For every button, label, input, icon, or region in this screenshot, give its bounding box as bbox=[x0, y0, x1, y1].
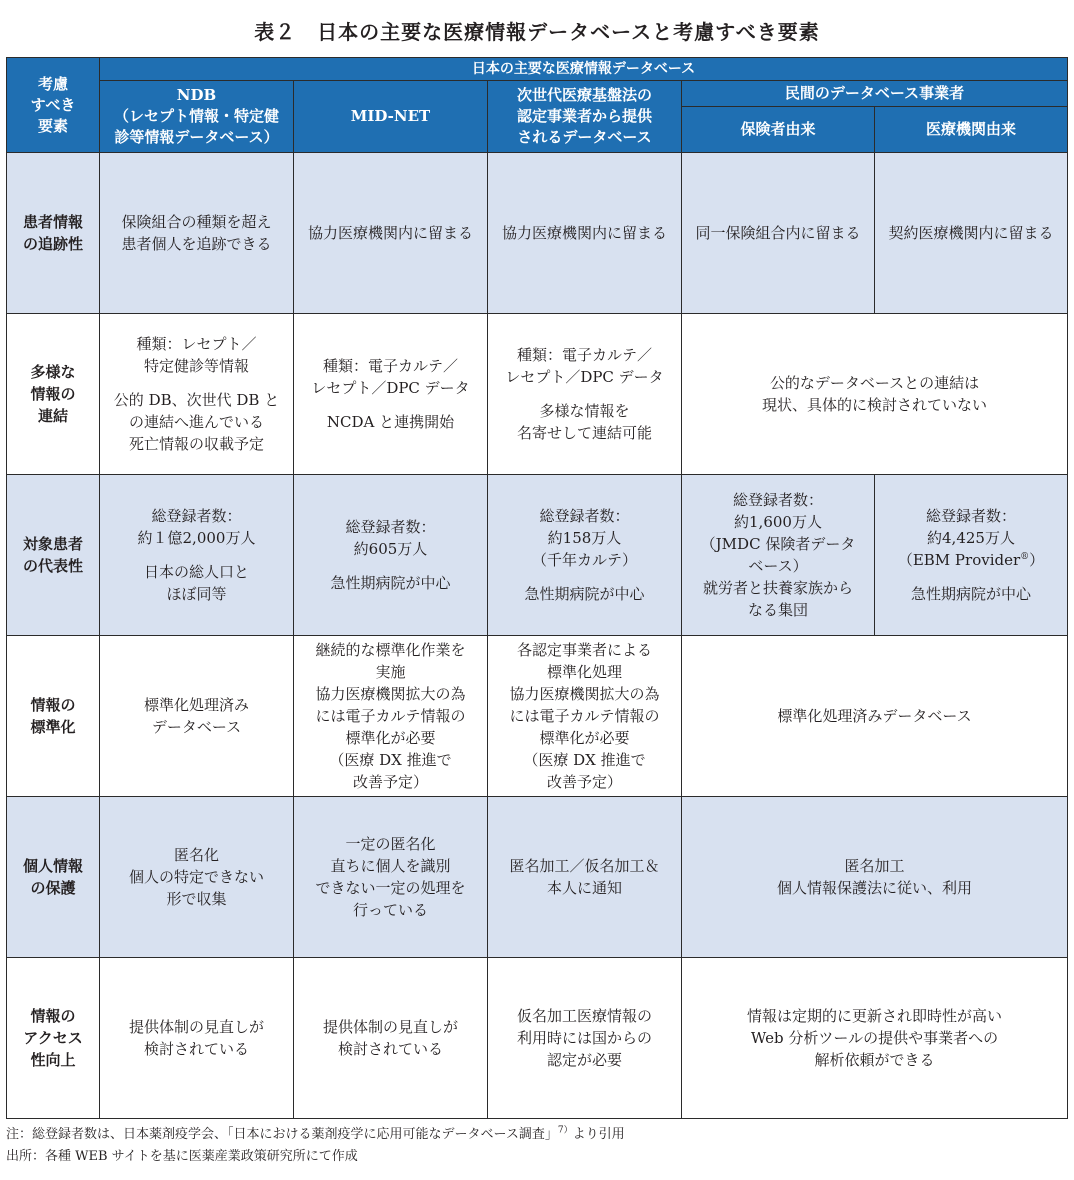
column-header-next-gen: 次世代医療基盤法の 認定事業者から提供 されるデータベース bbox=[488, 81, 682, 153]
column-header-private: 民間のデータベース事業者 bbox=[682, 81, 1068, 107]
table-cell: 総登録者数： 約1,600万人 （JMDC 保険者データ ベース） 就労者と扶養家族から なる集団 bbox=[682, 475, 875, 636]
table-cell: 情報は定期的に更新され即時性が高い Web 分析ツールの提供や事業者への 解析依頼ができる bbox=[682, 958, 1068, 1119]
table-cell: 保険組合の種類を超え 患者個人を追跡できる bbox=[100, 153, 294, 314]
table-cell: 匿名加工 個人情報保護法に従い、利用 bbox=[682, 797, 1068, 958]
row-factor: 多様な 情報の 連結 bbox=[7, 314, 100, 475]
table-cell: 提供体制の見直しが 検討されている bbox=[294, 958, 488, 1119]
table-cell: 匿名化 個人の特定できない 形で収集 bbox=[100, 797, 294, 958]
factor-column-header: 考慮 すべき 要素 bbox=[7, 58, 100, 153]
table-cell: 種類：電子カルテ／ レセプト／DPC データ 多様な情報を 名寄せして連結可能 bbox=[488, 314, 682, 475]
table-cell: 公的なデータベースとの連結は 現状、具体的に検討されていない bbox=[682, 314, 1068, 475]
table-row bbox=[7, 153, 1068, 314]
table-cell: 種類：電子カルテ／ レセプト／DPC データ NCDA と連携開始 bbox=[294, 314, 488, 475]
database-comparison-table bbox=[6, 57, 1068, 1119]
table-cell: 標準化処理済み データベース bbox=[100, 636, 294, 797]
column-header-hospital: 医療機関由来 bbox=[875, 107, 1068, 153]
table-cell: 種類：レセプト／ 特定健診等情報 公的 DB、次世代 DB と の連結へ進んでいる 死亡情報の収載予定 bbox=[100, 314, 294, 475]
row-factor: 対象患者 の代表性 bbox=[7, 475, 100, 636]
table-cell: 各認定事業者による 標準化処理 協力医療機関拡大の為 には電子カルテ情報の 標準化が必要 （医療 DX 推進で 改善予定） bbox=[488, 636, 682, 797]
row-factor: 情報の アクセス 性向上 bbox=[7, 958, 100, 1119]
row-factor: 情報の 標準化 bbox=[7, 636, 100, 797]
row-factor: 患者情報 の追跡性 bbox=[7, 153, 100, 314]
row-factor: 個人情報 の保護 bbox=[7, 797, 100, 958]
table-cell: 総登録者数： 約158万人 （千年カルテ） 急性期病院が中心 bbox=[488, 475, 682, 636]
table-cell: 匿名加工／仮名加工＆ 本人に通知 bbox=[488, 797, 682, 958]
table-cell: 協力医療機関内に留まる bbox=[294, 153, 488, 314]
table-cell: 一定の匿名化 直ちに個人を識別 できない一定の処理を 行っている bbox=[294, 797, 488, 958]
note-citation: 注：総登録者数は、日本薬剤疫学会、「日本における薬剤疫学に応用可能なデータベース調査」$^{7)}$より引用 bbox=[6, 1125, 625, 1142]
table-notes bbox=[6, 1124, 625, 1168]
table-cell: 総登録者数： 約605万人 急性期病院が中心 bbox=[294, 475, 488, 636]
note-source: 出所：各種 WEB サイトを基に医薬産業政策研究所にて作成 bbox=[6, 1149, 358, 1164]
table-row bbox=[7, 314, 1068, 475]
table-row bbox=[7, 958, 1068, 1119]
table-row bbox=[7, 475, 1068, 636]
column-header-ndb: NDB （レセプト情報・特定健 診等情報データベース） bbox=[100, 81, 294, 153]
table-cell: 継続的な標準化作業を 実施 協力医療機関拡大の為 には電子カルテ情報の 標準化が必要 （医療 DX 推進で 改善予定） bbox=[294, 636, 488, 797]
table-cell: 標準化処理済みデータベース bbox=[682, 636, 1068, 797]
table-cell: 総登録者数： 約4,425万人 （EBM Provider®） 急性期病院が中心 bbox=[875, 475, 1068, 636]
table-cell: 協力医療機関内に留まる bbox=[488, 153, 682, 314]
table-row bbox=[7, 797, 1068, 958]
table-cell: 契約医療機関内に留まる bbox=[875, 153, 1068, 314]
table-cell: 提供体制の見直しが 検討されている bbox=[100, 958, 294, 1119]
table-row bbox=[7, 636, 1068, 797]
table-cell: 仮名加工医療情報の 利用時には国からの 認定が必要 bbox=[488, 958, 682, 1119]
column-header-midnet: MID-NET bbox=[294, 81, 488, 153]
table-cell: 総登録者数： 約１億2,000万人 日本の総人口と ほぼ同等 bbox=[100, 475, 294, 636]
column-header-insurer: 保険者由来 bbox=[682, 107, 875, 153]
table-cell: 同一保険組合内に留まる bbox=[682, 153, 875, 314]
table-title: 表２ 日本の主要な医療情報データベースと考慮すべき要素 bbox=[254, 20, 820, 44]
group-header: 日本の主要な医療情報データベース bbox=[100, 58, 1068, 81]
